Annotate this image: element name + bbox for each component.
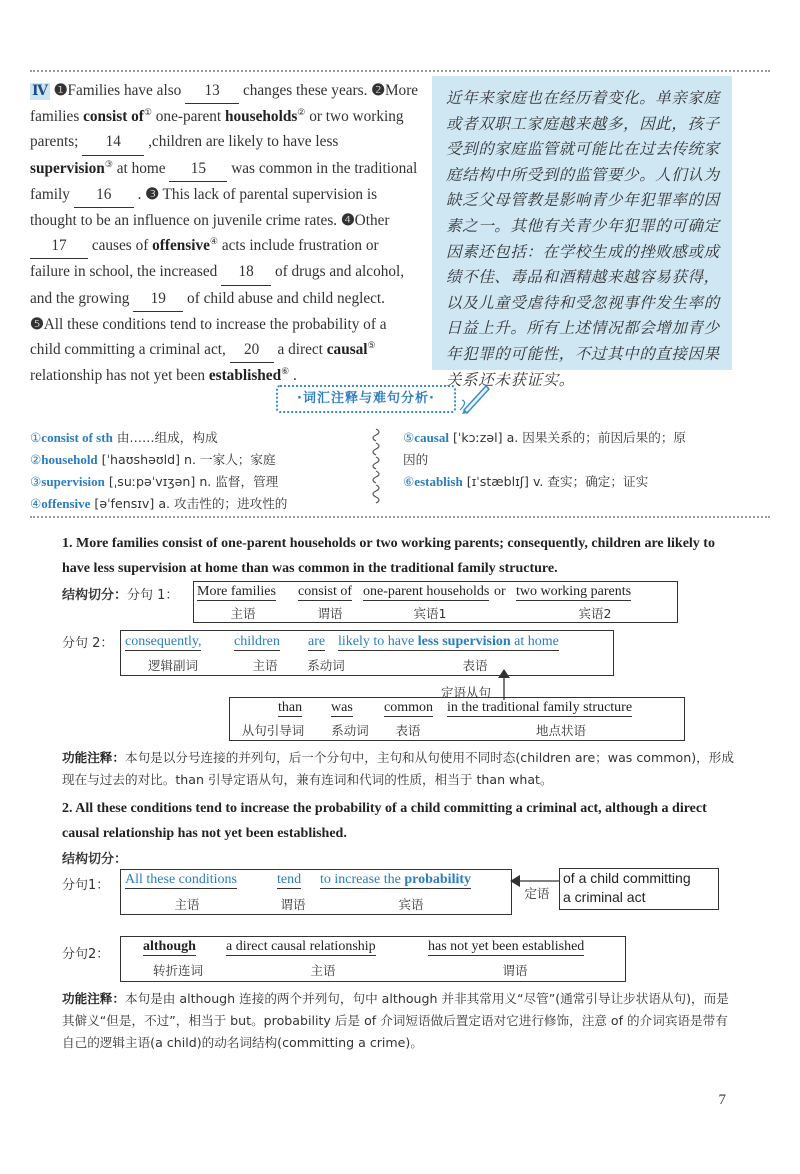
keyword-households: households (225, 108, 298, 126)
blank-13: 13 (185, 78, 239, 104)
caption: 主语 (252, 658, 278, 673)
passage-text: causes of (88, 237, 153, 255)
keyword-offensive: offensive (152, 237, 210, 255)
attributive-clause-label: 定语从句 (440, 685, 491, 700)
caption: 地点状语 (535, 723, 586, 738)
sentence-marker-3: ❸ (145, 185, 159, 203)
vocab-item-6: ⑥establish [ɪˈstæblɪʃ] v. 查实；确定；证实 (403, 474, 649, 489)
attribute-text-1: of a child committing (563, 870, 691, 886)
caption: 谓语 (280, 897, 306, 912)
c2-verb: are (308, 634, 326, 649)
clause-2-label-2: 分句2： (62, 947, 110, 962)
c21-verb: tend (277, 872, 302, 887)
c2-subject: children (234, 634, 280, 649)
passage-text: one-parent (151, 108, 226, 126)
c21-subject: All these conditions (125, 872, 237, 887)
footnote-marker: ① (143, 107, 152, 118)
blank-14: 14 (82, 129, 144, 155)
passage-text: Families have also (67, 82, 186, 99)
passage-text: More families (30, 82, 419, 126)
sentence-marker-4: ❹ (340, 212, 355, 230)
c21-object: to increase the probability (320, 872, 472, 887)
c1-or: or (494, 584, 506, 599)
binding-spine-icon (371, 427, 387, 507)
structure-label-1: 结构切分：分句 1： (62, 588, 179, 603)
caption: 表语 (462, 658, 488, 673)
footnote-marker: ④ (209, 236, 218, 247)
c22-although: although (143, 939, 196, 954)
vocab-section-title: ·词汇注释与难句分析· (276, 385, 456, 413)
blank-17: 17 (30, 233, 88, 259)
blank-19: 19 (133, 286, 183, 312)
footnote-marker: ⑤ (367, 339, 376, 350)
caption: 系动词 (331, 723, 369, 738)
caption: 表语 (395, 723, 421, 738)
caption: 宾语2 (578, 606, 612, 621)
blank-20: 20 (230, 337, 274, 363)
passage-text: a direct (273, 341, 327, 359)
english-passage (30, 78, 420, 388)
sentence-marker-1: ❶ (53, 82, 68, 99)
blank-18: 18 (221, 259, 271, 285)
analysis-sentence-1: 1. More families consist of one-parent households or two working parents; consequently, children are likely to have less supervision at home than was common in the traditional family structure. (62, 536, 715, 576)
keyword-causal: causal (326, 341, 368, 359)
vocab-item-5: ⑤causal [ˈkɔːzəl] a. 因果关系的；前因后果的；原 因的 (403, 430, 687, 467)
c22-subject: a direct causal relationship (226, 939, 376, 954)
pen-icon (458, 380, 494, 416)
translation-text: 近年来家庭也在经历着变化。单亲家庭或者双职工家庭越来越多，因此，孩子受到的家庭监管就可能比在过去传统家庭结构中所受到的监管要少。人们认为缺乏父母管教是影响青少年犯罪率的因素之一。其他有关青少年犯罪的可确定因素还包括：在学校生成的挫败感或成绩不佳、毒品和酒精越来越容易获得，以及儿童受虐待和受忽视事件发生率的日益上升。所有上述情况都会增加青少年犯罪的可能性，不过其中的直接因果关系还未获证实。 (446, 89, 720, 389)
c3-place-adverbial: in the traditional family structure (447, 700, 633, 715)
clause-1-label-2: 分句1： (62, 878, 110, 893)
footnote-marker: ⑥ (281, 366, 290, 377)
c22-verb: has not yet been established (428, 939, 585, 954)
c1-subject: More families (197, 584, 276, 599)
sentence-marker-2: ❷ (371, 82, 385, 99)
sentence-marker-5: ❺ (30, 315, 44, 333)
vocab-item-4: ④offensive [əˈfensɪv] a. 攻击性的；进攻性的 (30, 496, 288, 511)
vocab-item-3: ③supervision [ˌsuːpəˈvɪʒən] n. 监督，管理 (30, 474, 279, 489)
c2-adverb: consequently, (125, 634, 202, 649)
c1-object-2: two working parents (516, 584, 632, 599)
passage-text: at home (112, 159, 170, 177)
caption: 主语 (230, 606, 256, 621)
passage-text: was common in the traditional family (30, 159, 418, 203)
page-number: 7 (718, 1092, 726, 1108)
passage-text: Other (354, 212, 390, 230)
passage-text: acts include frustration or failure in school, the increased (30, 237, 379, 281)
caption: 逻辑副词 (147, 658, 198, 673)
caption: 宾语1 (413, 606, 447, 621)
footnote-marker: ② (297, 107, 306, 118)
passage-text: or two working parents; (30, 108, 404, 151)
passage-text: of drugs and alcohol, and the growing (30, 263, 405, 307)
vocab-item-2: ②household [ˈhaʊshəʊld] n. 一家人；家庭 (30, 452, 276, 467)
caption: 系动词 (307, 658, 345, 673)
passage-text: . (133, 185, 146, 203)
c3-common: common (384, 700, 433, 715)
blank-15: 15 (169, 156, 227, 182)
arrow-icon (494, 668, 514, 700)
blank-16: 16 (74, 182, 134, 208)
passage-text: This lack of parental supervision is thought to be an influence on juvenile crime rates. (30, 185, 378, 230)
structure-label-2: 结构切分： (62, 852, 128, 867)
caption: 转折连词 (152, 963, 203, 978)
c1-verb: consist of (298, 584, 353, 599)
vocab-divider (30, 516, 770, 518)
caption: 谓语 (502, 963, 528, 978)
caption: 主语 (310, 963, 336, 978)
c2-predicative: likely to have less supervision at home (338, 634, 559, 649)
passage-text: of child abuse and child neglect. (183, 289, 385, 307)
caption: 主语 (174, 897, 200, 912)
attribute-label: 定语 (524, 886, 550, 901)
caption: 从句引导词 (241, 723, 305, 738)
keyword-consist-of: consist of (83, 108, 144, 126)
translation-box (432, 76, 732, 389)
passage-text: . (289, 367, 297, 385)
vocab-item-1: ①consist of sth 由……组成，构成 (30, 430, 218, 445)
function-note-2: 功能注释：本句是由 although 连接的两个并列句，句中 although 并非其常用义“尽管”(通常引导让步状语从句)，而是其僻义“但是，不过”，相当于 but。probability 后是 of 介词短语做后置定语对它进行修饰，注意 of 的介词宾语是带有自己的逻辑主语(a child)的动名词结构(committing a crime)。 (62, 991, 729, 1050)
footnote-marker: ③ (104, 158, 113, 169)
c1-object-1: one-parent households (363, 584, 490, 599)
section-marker: Ⅳ (32, 84, 48, 99)
keyword-supervision: supervision (30, 159, 105, 177)
top-divider (30, 70, 770, 72)
passage-text: All these conditions tend to increase the probability of a child committing a criminal act, (30, 315, 387, 359)
passage-text: changes these years. (239, 82, 368, 99)
c3-was: was (331, 700, 353, 715)
c3-than: than (278, 700, 303, 715)
analysis-sentence-2: 2. All these conditions tend to increase the probability of a child committing a criminal act, although a direct causal relationship has not yet been established. (62, 801, 707, 841)
attribute-text-2: a criminal act (563, 889, 646, 905)
keyword-established: established (208, 367, 282, 385)
passage-text: relationship has not yet been (30, 367, 209, 385)
caption: 谓语 (317, 606, 343, 621)
passage-text: ,children are likely to have less (144, 133, 339, 151)
function-note-1: 功能注释：本句是以分号连接的并列句，后一个分句中，主句和从句使用不同时态(children are；was common)，形成现在与过去的对比。than 引导定语从句，兼有连词和代词的性质，相当于 than what。 (62, 750, 734, 787)
caption: 宾语 (398, 897, 424, 912)
clause-2-label: 分句 2： (62, 636, 114, 651)
